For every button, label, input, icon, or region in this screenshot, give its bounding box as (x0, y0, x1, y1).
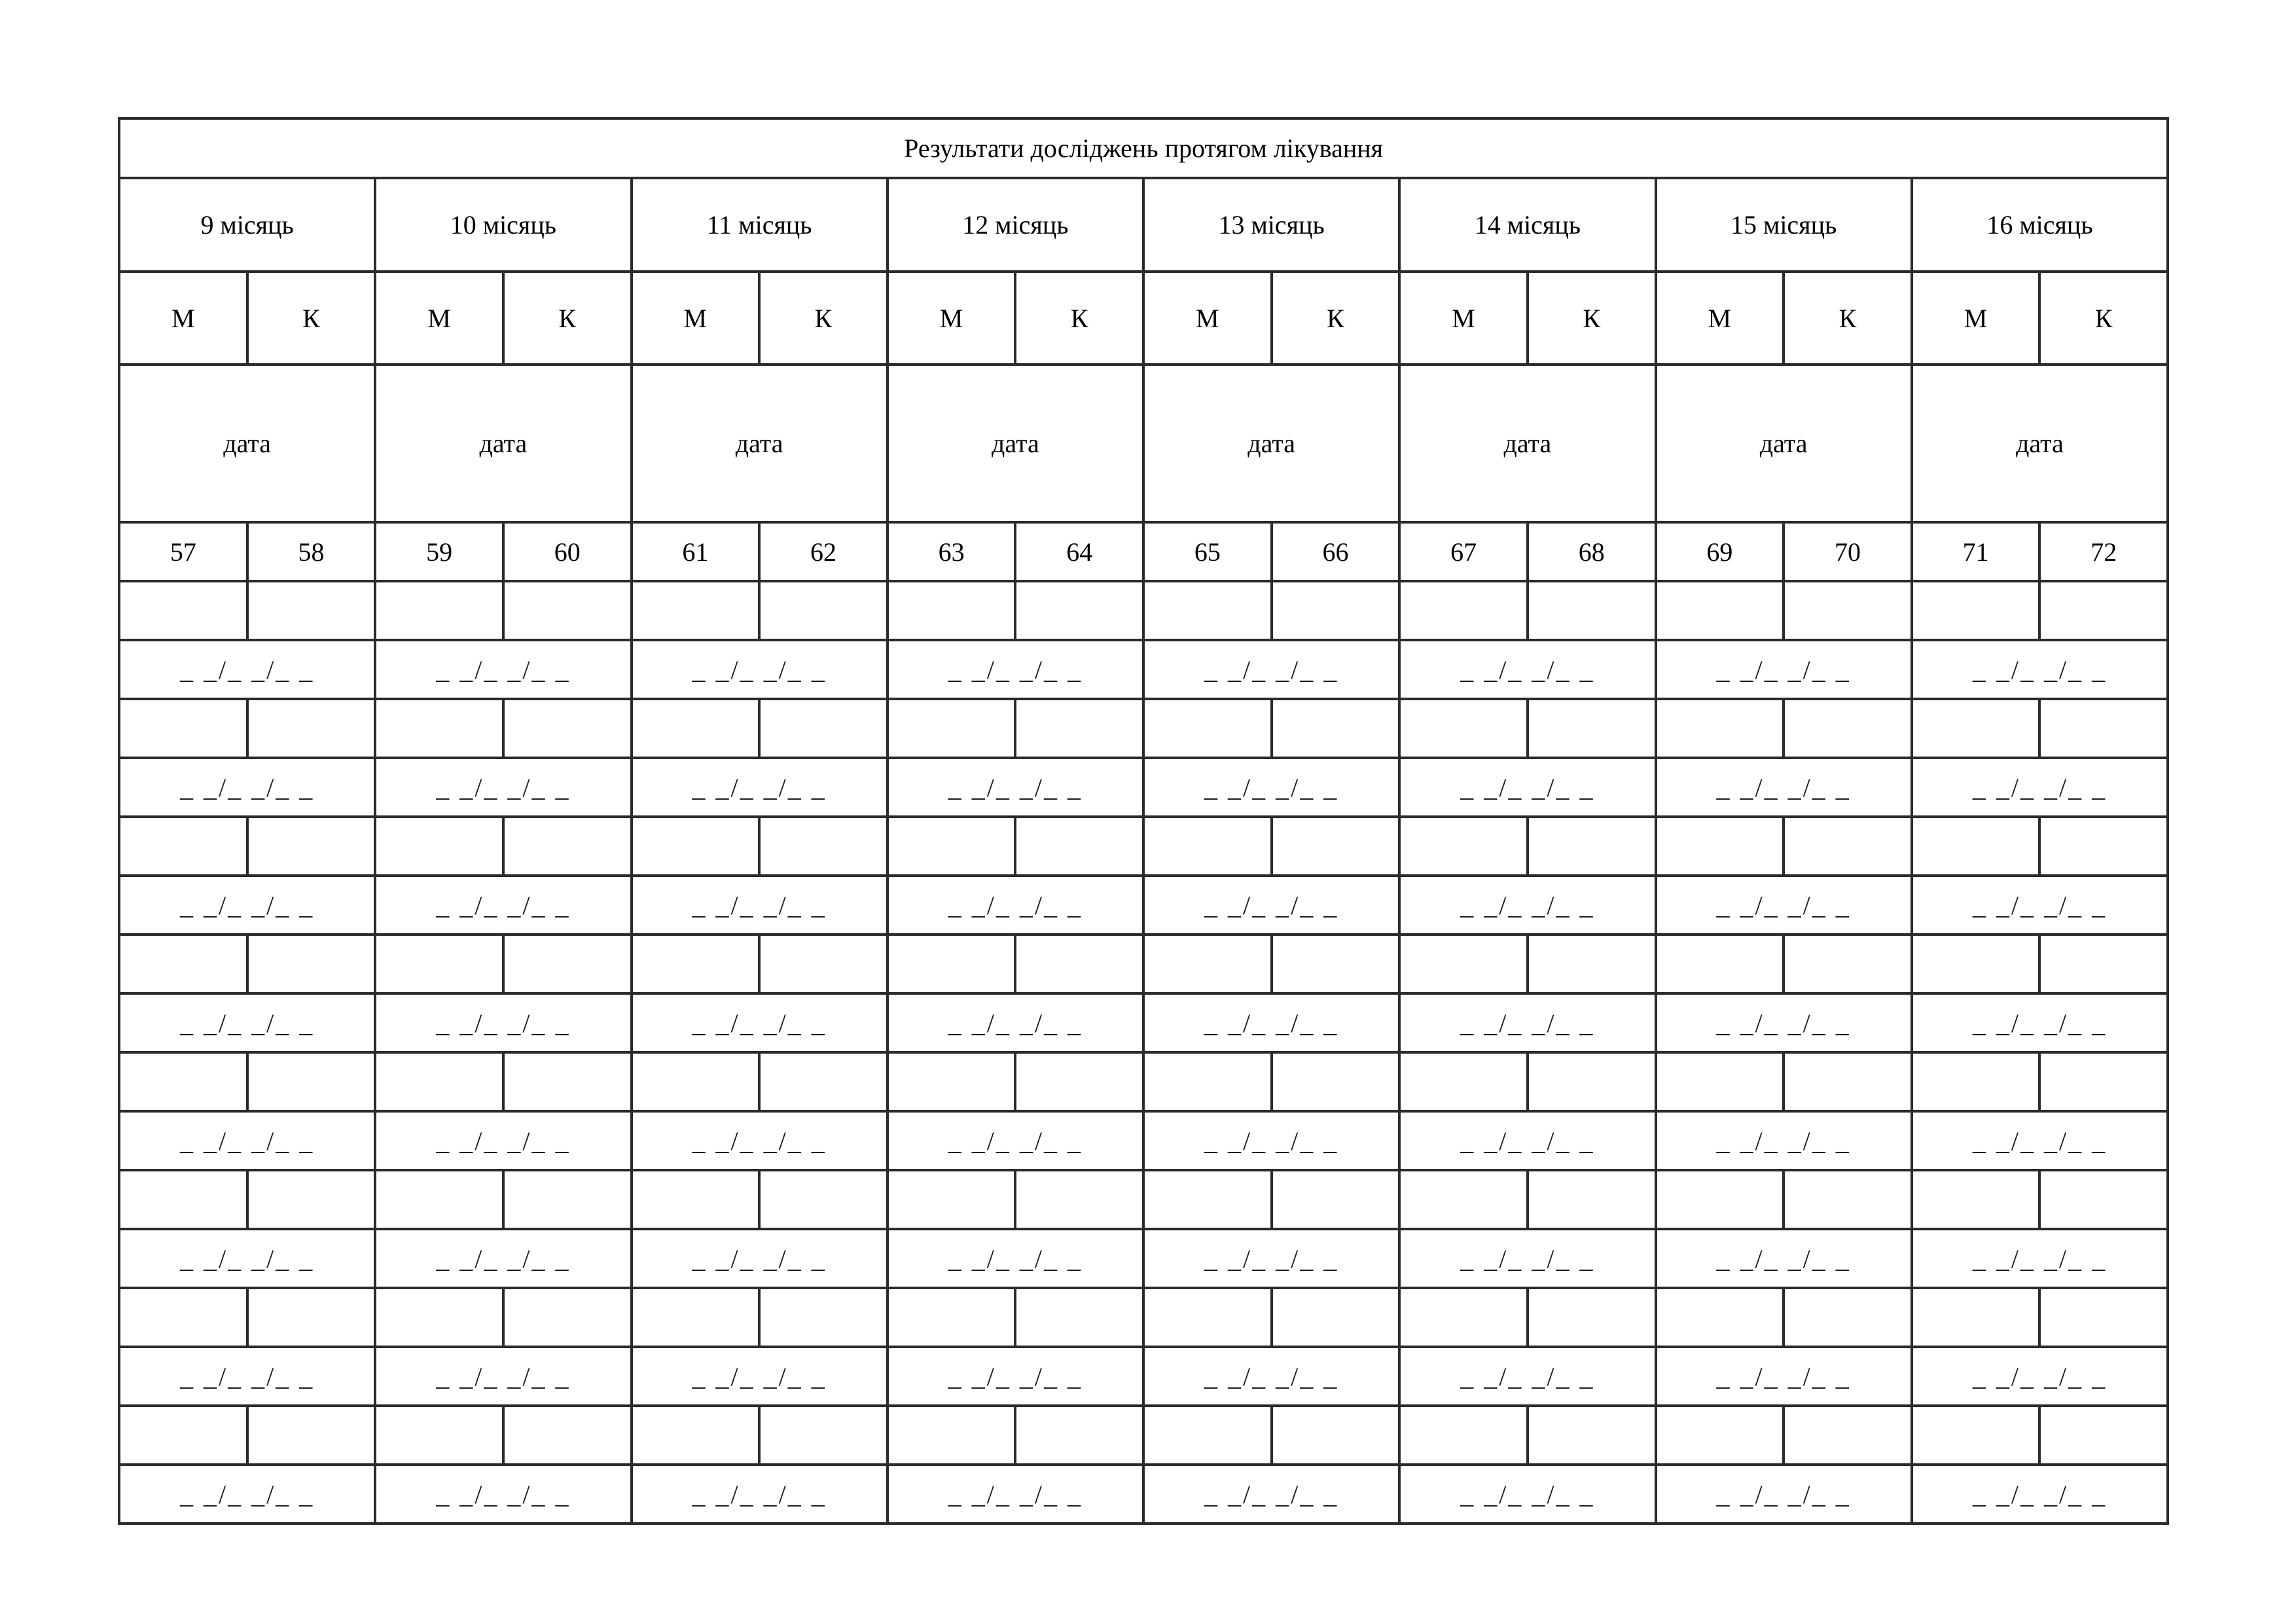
entry-cell-k[interactable] (2039, 817, 2168, 876)
entry-cell-m[interactable] (1912, 1406, 2040, 1465)
entry-date-field[interactable]: _ _/_ _/_ _ (119, 993, 375, 1052)
entry-cell-k[interactable] (1272, 699, 1400, 758)
entry-cell-m[interactable] (1399, 1288, 1528, 1347)
entry-cell-k[interactable] (1528, 817, 1656, 876)
entry-date-field[interactable]: _ _/_ _/_ _ (1912, 1111, 2168, 1170)
entry-date-field[interactable]: _ _/_ _/_ _ (888, 876, 1143, 935)
entry-cell-k[interactable] (1272, 1406, 1400, 1465)
entry-date-row (119, 1347, 2168, 1406)
entry-date-field[interactable]: _ _/_ _/_ _ (1912, 876, 2168, 935)
entry-date-row (119, 876, 2168, 935)
entry-date-field[interactable]: _ _/_ _/_ _ (1399, 1465, 1655, 1524)
entry-date-field[interactable]: _ _/_ _/_ _ (632, 1465, 888, 1524)
sublabel-k: К (759, 272, 888, 365)
entry-cell-k[interactable] (247, 1052, 376, 1111)
entry-date-row (119, 1111, 2168, 1170)
entry-cell-m[interactable] (1912, 817, 2040, 876)
entry-row (119, 1406, 2168, 1465)
entry-cell-m[interactable] (632, 699, 760, 758)
entry-cell-k[interactable] (1015, 1170, 1143, 1229)
entry-cell-k[interactable] (2039, 1288, 2168, 1347)
entry-date-field[interactable]: _ _/_ _/_ _ (632, 1229, 888, 1288)
entry-cell-k[interactable] (503, 1052, 632, 1111)
entry-cell-k[interactable] (247, 581, 376, 640)
entry-date-field[interactable]: _ _/_ _/_ _ (1656, 1465, 1912, 1524)
date-label: дата (1399, 365, 1655, 522)
entry-cell-k[interactable] (759, 1170, 888, 1229)
sublabel-row (119, 272, 2168, 365)
entry-date-field[interactable]: _ _/_ _/_ _ (632, 993, 888, 1052)
entry-date-field[interactable]: _ _/_ _/_ _ (1399, 640, 1655, 699)
month-header: 14 місяць (1399, 178, 1655, 272)
entry-cell-m[interactable] (1399, 699, 1528, 758)
column-number: 65 (1143, 522, 1272, 581)
entry-cell-k[interactable] (2039, 1406, 2168, 1465)
date-label-row (119, 365, 2168, 522)
entry-row (119, 817, 2168, 876)
entry-date-field[interactable]: _ _/_ _/_ _ (1656, 1347, 1912, 1406)
date-label: дата (119, 365, 375, 522)
sublabel-k: К (1528, 272, 1656, 365)
entry-date-field[interactable]: _ _/_ _/_ _ (632, 1347, 888, 1406)
entry-cell-k[interactable] (247, 699, 376, 758)
entry-cell-m[interactable] (1143, 1052, 1272, 1111)
column-number: 62 (759, 522, 888, 581)
entry-cell-k[interactable] (1784, 1406, 1912, 1465)
treatment-results-table (118, 117, 2169, 1525)
entry-cell-k[interactable] (503, 935, 632, 993)
column-number: 69 (1656, 522, 1784, 581)
entry-date-row (119, 993, 2168, 1052)
entry-date-field[interactable]: _ _/_ _/_ _ (119, 758, 375, 817)
sublabel-m: М (1656, 272, 1784, 365)
entry-cell-k[interactable] (1528, 1288, 1656, 1347)
entry-cell-k[interactable] (759, 1052, 888, 1111)
entry-cell-k[interactable] (1015, 817, 1143, 876)
entry-cell-k[interactable] (503, 581, 632, 640)
table-title: Результати досліджень протягом лікування (119, 118, 2168, 178)
entry-cell-m[interactable] (632, 1052, 760, 1111)
entry-cell-k[interactable] (1528, 1406, 1656, 1465)
entry-cell-m[interactable] (888, 1288, 1016, 1347)
entry-row (119, 935, 2168, 993)
date-label: дата (1656, 365, 1912, 522)
entry-date-field[interactable]: _ _/_ _/_ _ (888, 758, 1143, 817)
entry-date-field[interactable]: _ _/_ _/_ _ (888, 1465, 1143, 1524)
entry-date-field[interactable]: _ _/_ _/_ _ (1143, 1347, 1399, 1406)
entry-cell-m[interactable] (888, 817, 1016, 876)
entry-cell-m[interactable] (888, 1170, 1016, 1229)
sublabel-m: М (1399, 272, 1528, 365)
entry-date-field[interactable]: _ _/_ _/_ _ (1656, 1229, 1912, 1288)
entry-cell-m[interactable] (1399, 1170, 1528, 1229)
entry-cell-m[interactable] (1912, 1288, 2040, 1347)
entry-cell-m[interactable] (375, 1170, 503, 1229)
entry-cell-m[interactable] (119, 1406, 247, 1465)
date-label: дата (1912, 365, 2168, 522)
entry-cell-m[interactable] (1912, 1052, 2040, 1111)
month-header: 15 місяць (1656, 178, 1912, 272)
entry-cell-m[interactable] (1912, 935, 2040, 993)
entry-cell-k[interactable] (759, 817, 888, 876)
date-label: дата (375, 365, 631, 522)
entry-cell-m[interactable] (1912, 581, 2040, 640)
entry-cell-k[interactable] (503, 1406, 632, 1465)
entry-date-field[interactable]: _ _/_ _/_ _ (888, 993, 1143, 1052)
entry-cell-k[interactable] (759, 1406, 888, 1465)
entry-date-field[interactable]: _ _/_ _/_ _ (1399, 758, 1655, 817)
entry-date-field[interactable]: _ _/_ _/_ _ (1399, 1111, 1655, 1170)
entry-cell-m[interactable] (1143, 581, 1272, 640)
number-row (119, 522, 2168, 581)
entry-cell-k[interactable] (1784, 581, 1912, 640)
entry-date-field[interactable]: _ _/_ _/_ _ (119, 1229, 375, 1288)
entry-cell-k[interactable] (759, 581, 888, 640)
entry-cell-m[interactable] (1143, 935, 1272, 993)
entry-cell-k[interactable] (1528, 1052, 1656, 1111)
entry-cell-m[interactable] (1399, 817, 1528, 876)
entry-date-field[interactable]: _ _/_ _/_ _ (375, 640, 631, 699)
entry-cell-m[interactable] (1656, 1288, 1784, 1347)
entry-date-field[interactable]: _ _/_ _/_ _ (119, 1347, 375, 1406)
entry-cell-k[interactable] (1784, 699, 1912, 758)
entry-cell-m[interactable] (119, 1052, 247, 1111)
entry-cell-m[interactable] (1143, 699, 1272, 758)
entry-cell-m[interactable] (888, 1406, 1016, 1465)
entry-cell-k[interactable] (247, 1288, 376, 1347)
entry-cell-k[interactable] (1272, 817, 1400, 876)
entry-cell-m[interactable] (1143, 1170, 1272, 1229)
entry-cell-m[interactable] (1399, 1052, 1528, 1111)
entry-date-field[interactable]: _ _/_ _/_ _ (119, 1465, 375, 1524)
entry-cell-m[interactable] (1143, 1288, 1272, 1347)
column-number: 71 (1912, 522, 2040, 581)
entry-date-field[interactable]: _ _/_ _/_ _ (1912, 1465, 2168, 1524)
month-header-row (119, 178, 2168, 272)
entry-cell-m[interactable] (375, 699, 503, 758)
month-header: 16 місяць (1912, 178, 2168, 272)
entry-date-field[interactable]: _ _/_ _/_ _ (1143, 758, 1399, 817)
entry-cell-m[interactable] (632, 817, 760, 876)
entry-cell-k[interactable] (759, 935, 888, 993)
month-header: 13 місяць (1143, 178, 1399, 272)
entry-cell-m[interactable] (375, 581, 503, 640)
entry-cell-k[interactable] (503, 1170, 632, 1229)
entry-date-field[interactable]: _ _/_ _/_ _ (1656, 876, 1912, 935)
entry-date-field[interactable]: _ _/_ _/_ _ (1912, 640, 2168, 699)
entry-date-row (119, 1229, 2168, 1288)
entry-date-field[interactable]: _ _/_ _/_ _ (1656, 758, 1912, 817)
sublabel-k: К (1272, 272, 1400, 365)
column-number: 64 (1015, 522, 1143, 581)
entry-row (119, 1052, 2168, 1111)
entry-date-field[interactable]: _ _/_ _/_ _ (1656, 993, 1912, 1052)
entry-cell-k[interactable] (1015, 1052, 1143, 1111)
entry-cell-m[interactable] (632, 581, 760, 640)
sublabel-m: М (1143, 272, 1272, 365)
sublabel-m: М (375, 272, 503, 365)
entry-cell-m[interactable] (1656, 1406, 1784, 1465)
entry-cell-m[interactable] (1656, 1170, 1784, 1229)
entry-cell-m[interactable] (632, 935, 760, 993)
entry-cell-k[interactable] (1528, 699, 1656, 758)
entry-date-field[interactable]: _ _/_ _/_ _ (1143, 993, 1399, 1052)
entry-cell-m[interactable] (632, 1288, 760, 1347)
entry-date-field[interactable]: _ _/_ _/_ _ (119, 640, 375, 699)
entry-cell-m[interactable] (632, 1170, 760, 1229)
entry-date-field[interactable]: _ _/_ _/_ _ (1143, 640, 1399, 699)
entry-date-field[interactable]: _ _/_ _/_ _ (375, 876, 631, 935)
entry-cell-k[interactable] (1015, 1288, 1143, 1347)
entry-cell-m[interactable] (375, 817, 503, 876)
entry-cell-k[interactable] (1784, 1052, 1912, 1111)
entry-cell-m[interactable] (119, 817, 247, 876)
entry-date-field[interactable]: _ _/_ _/_ _ (1912, 993, 2168, 1052)
entry-cell-m[interactable] (888, 935, 1016, 993)
entry-date-field[interactable]: _ _/_ _/_ _ (1656, 640, 1912, 699)
entry-cell-m[interactable] (1399, 581, 1528, 640)
entry-cell-m[interactable] (632, 1406, 760, 1465)
entry-cell-m[interactable] (1656, 817, 1784, 876)
column-number: 68 (1528, 522, 1656, 581)
entry-date-field[interactable]: _ _/_ _/_ _ (119, 1111, 375, 1170)
entry-cell-k[interactable] (247, 1406, 376, 1465)
entry-date-row (119, 758, 2168, 817)
entry-cell-m[interactable] (119, 581, 247, 640)
entry-cell-k[interactable] (1272, 935, 1400, 993)
entry-row (119, 581, 2168, 640)
entry-cell-m[interactable] (1912, 699, 2040, 758)
entry-date-field[interactable]: _ _/_ _/_ _ (1912, 758, 2168, 817)
entry-cell-k[interactable] (247, 1170, 376, 1229)
date-label: дата (632, 365, 888, 522)
entry-date-field[interactable]: _ _/_ _/_ _ (632, 1111, 888, 1170)
entry-cell-k[interactable] (503, 817, 632, 876)
entry-cell-k[interactable] (1272, 1170, 1400, 1229)
month-header: 10 місяць (375, 178, 631, 272)
entry-cell-k[interactable] (247, 817, 376, 876)
sublabel-m: М (1912, 272, 2040, 365)
entry-cell-k[interactable] (1015, 699, 1143, 758)
sublabel-k: К (1784, 272, 1912, 365)
title-row (119, 118, 2168, 178)
entry-date-field[interactable]: _ _/_ _/_ _ (632, 876, 888, 935)
column-number: 63 (888, 522, 1016, 581)
sublabel-m: М (888, 272, 1016, 365)
entry-cell-k[interactable] (759, 1288, 888, 1347)
entry-cell-m[interactable] (375, 1052, 503, 1111)
entry-date-field[interactable]: _ _/_ _/_ _ (888, 1347, 1143, 1406)
entry-cell-m[interactable] (375, 1288, 503, 1347)
entry-cell-m[interactable] (1656, 581, 1784, 640)
entry-cell-m[interactable] (1656, 935, 1784, 993)
entry-cell-k[interactable] (2039, 581, 2168, 640)
month-header: 9 місяць (119, 178, 375, 272)
sublabel-k: К (503, 272, 632, 365)
entry-date-field[interactable]: _ _/_ _/_ _ (1399, 876, 1655, 935)
column-number: 70 (1784, 522, 1912, 581)
entry-cell-k[interactable] (2039, 935, 2168, 993)
entry-date-field[interactable]: _ _/_ _/_ _ (1656, 1111, 1912, 1170)
entry-cell-m[interactable] (1399, 1406, 1528, 1465)
entry-cell-k[interactable] (2039, 699, 2168, 758)
entry-cell-k[interactable] (1784, 1288, 1912, 1347)
entry-date-field[interactable]: _ _/_ _/_ _ (1143, 1111, 1399, 1170)
entry-date-field[interactable]: _ _/_ _/_ _ (1143, 876, 1399, 935)
entry-date-field[interactable]: _ _/_ _/_ _ (375, 1229, 631, 1288)
entry-date-field[interactable]: _ _/_ _/_ _ (1143, 1229, 1399, 1288)
entry-date-field[interactable]: _ _/_ _/_ _ (375, 1465, 631, 1524)
entry-cell-k[interactable] (1528, 935, 1656, 993)
entry-cell-k[interactable] (1784, 935, 1912, 993)
entry-cell-k[interactable] (1015, 1406, 1143, 1465)
entry-date-field[interactable]: _ _/_ _/_ _ (375, 1111, 631, 1170)
column-number: 72 (2039, 522, 2168, 581)
entry-row (119, 1170, 2168, 1229)
entry-date-field[interactable]: _ _/_ _/_ _ (1912, 1229, 2168, 1288)
month-header: 12 місяць (888, 178, 1143, 272)
entry-cell-m[interactable] (1143, 817, 1272, 876)
entry-cell-m[interactable] (119, 699, 247, 758)
entry-cell-m[interactable] (375, 935, 503, 993)
entry-date-row (119, 1465, 2168, 1524)
month-header: 11 місяць (632, 178, 888, 272)
entry-date-field[interactable]: _ _/_ _/_ _ (375, 1347, 631, 1406)
entry-cell-k[interactable] (1272, 1052, 1400, 1111)
column-number: 59 (375, 522, 503, 581)
entry-date-field[interactable]: _ _/_ _/_ _ (888, 640, 1143, 699)
entry-cell-k[interactable] (1528, 581, 1656, 640)
entry-cell-k[interactable] (1528, 1170, 1656, 1229)
entry-cell-k[interactable] (1272, 581, 1400, 640)
entry-cell-m[interactable] (119, 1288, 247, 1347)
entry-date-field[interactable]: _ _/_ _/_ _ (375, 758, 631, 817)
entry-cell-k[interactable] (503, 699, 632, 758)
column-number: 61 (632, 522, 760, 581)
entry-date-field[interactable]: _ _/_ _/_ _ (888, 1229, 1143, 1288)
entry-date-field[interactable]: _ _/_ _/_ _ (1912, 1347, 2168, 1406)
entry-cell-k[interactable] (1015, 935, 1143, 993)
date-label: дата (888, 365, 1143, 522)
entry-cell-m[interactable] (375, 1406, 503, 1465)
entry-cell-m[interactable] (888, 1052, 1016, 1111)
entry-cell-k[interactable] (1784, 1170, 1912, 1229)
column-number: 67 (1399, 522, 1528, 581)
entry-row (119, 699, 2168, 758)
entry-cell-k[interactable] (247, 935, 376, 993)
entry-date-field[interactable]: _ _/_ _/_ _ (1143, 1465, 1399, 1524)
entry-cell-m[interactable] (888, 699, 1016, 758)
entry-row (119, 1288, 2168, 1347)
entry-date-row (119, 640, 2168, 699)
entry-cell-k[interactable] (2039, 1170, 2168, 1229)
sublabel-m: М (119, 272, 247, 365)
entry-cell-m[interactable] (1912, 1170, 2040, 1229)
column-number: 66 (1272, 522, 1400, 581)
entry-date-field[interactable]: _ _/_ _/_ _ (888, 1111, 1143, 1170)
sublabel-k: К (1015, 272, 1143, 365)
column-number: 57 (119, 522, 247, 581)
entry-cell-k[interactable] (1784, 817, 1912, 876)
entry-date-field[interactable]: _ _/_ _/_ _ (1399, 1347, 1655, 1406)
column-number: 60 (503, 522, 632, 581)
entry-cell-m[interactable] (1143, 1406, 1272, 1465)
entry-date-field[interactable]: _ _/_ _/_ _ (632, 758, 888, 817)
entry-cell-k[interactable] (503, 1288, 632, 1347)
entry-cell-k[interactable] (1272, 1288, 1400, 1347)
entry-date-field[interactable]: _ _/_ _/_ _ (119, 876, 375, 935)
sublabel-k: К (247, 272, 376, 365)
sublabel-k: К (2039, 272, 2168, 365)
entry-cell-m[interactable] (119, 935, 247, 993)
column-number: 58 (247, 522, 376, 581)
entry-cell-m[interactable] (1656, 699, 1784, 758)
entry-date-field[interactable]: _ _/_ _/_ _ (632, 640, 888, 699)
entry-cell-m[interactable] (119, 1170, 247, 1229)
entry-cell-m[interactable] (1656, 1052, 1784, 1111)
sublabel-m: М (632, 272, 760, 365)
date-label: дата (1143, 365, 1399, 522)
entry-cell-k[interactable] (2039, 1052, 2168, 1111)
entry-cell-k[interactable] (759, 699, 888, 758)
entry-date-field[interactable]: _ _/_ _/_ _ (1399, 993, 1655, 1052)
entry-cell-k[interactable] (1015, 581, 1143, 640)
entry-cell-m[interactable] (888, 581, 1016, 640)
entry-date-field[interactable]: _ _/_ _/_ _ (375, 993, 631, 1052)
entry-date-field[interactable]: _ _/_ _/_ _ (1399, 1229, 1655, 1288)
entry-cell-m[interactable] (1399, 935, 1528, 993)
